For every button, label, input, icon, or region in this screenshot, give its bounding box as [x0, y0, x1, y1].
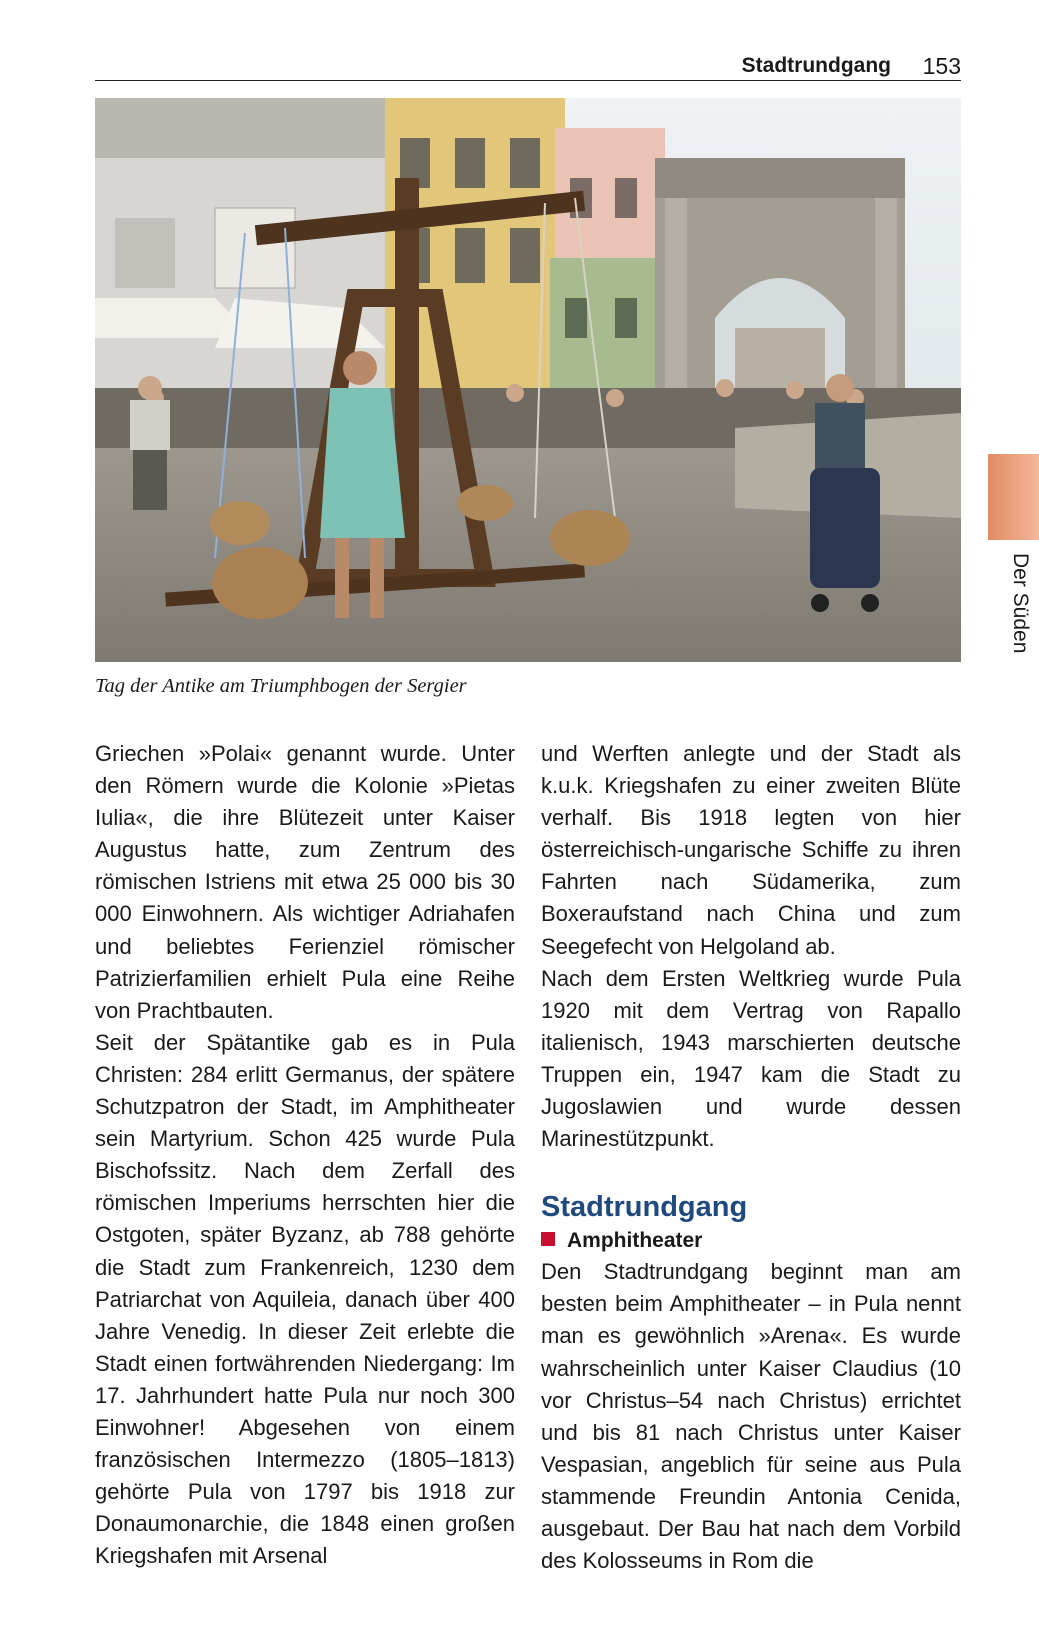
text-column-right [541, 738, 961, 1577]
subheading [541, 1226, 961, 1256]
paragraph: Seit der Spätantike gab es in Pula Christen: 284 erlitt Germanus, der spätere Schutzpatron der Stadt, im Amphitheater sein Martyrium. Schon 425 wurde Pula Bischofssitz. Nach dem Zerfall des römischen Imperiums herrschten hier die Ostgoten, später Byzanz, ab 788 gehörte die Stadt zum Frankenreich, 1230 dem Patriarchat von Aquileia, danach über 400 Jahre Venedig. In dieser Zeit erlebte die Stadt einen fortwährenden Niedergang: Im 17. Jahrhundert hatte Pula nur noch 300 Einwohner! Abgesehen von einem französischen Intermezzo (1805–1813) gehörte Pula von 1797 bis 1918 zur Donaumonarchie, die 1848 einen großen Kriegshafen mit Arsenal [95, 1029, 515, 1569]
photo-illustration [95, 98, 961, 662]
chapter-tab [988, 454, 1039, 540]
paragraph: Griechen »Polai« genannt wurde. Unter den Römern wurde die Kolonie »Pietas Iulia«, die ihre Blütezeit unter Kaiser Augustus hatte, zum Zentrum des römischen Istriens mit etwa 25 000 bis 30 000 Einwohnern. Als wichtiger Adriahafen und beliebtes Ferienziel römischer Patrizierfamilien erhielt Pula eine Reihe von Prachtbauten. [95, 741, 515, 1023]
running-header [95, 50, 961, 81]
running-header-section: Stadtrundgang [741, 54, 891, 77]
figure-caption: Tag der Antike am Triumphbogen der Sergier [95, 675, 467, 697]
paragraph: und Werften anlegte und der Stadt als k.u.k. Kriegshafen zu einer zweiten Blüte verhalf. Bis 1918 legten von hier österreichisch-ungarische Schiffe zu ihren Fahrten nach Südamerika, zum Boxeraufstand nach China und zum Seegefecht von Helgoland ab. [541, 741, 961, 959]
text-column-left [95, 738, 515, 1572]
subheading-label: Amphitheater [567, 1229, 703, 1253]
section-heading: Stadtrundgang [541, 1191, 748, 1224]
photo-triumphal-arch [95, 98, 961, 662]
paragraph: Nach dem Ersten Weltkrieg wurde Pula 1920 mit dem Vertrag von Rapallo italienisch, 1943 marschierten deutsche Truppen ein, 1947 kam die Stadt zu Jugoslawien und wurde dessen Marinestützpunkt. [541, 965, 961, 1152]
square-bullet-icon [541, 1232, 555, 1246]
page-number: 153 [922, 53, 961, 79]
chapter-region-label: Der Süden [1009, 553, 1032, 654]
paragraph: Den Stadtrundgang beginnt man am besten beim Amphitheater – in Pula nennt man es gewöhnlich »Arena«. Es wurde wahrscheinlich unter Kaiser Claudius (10 vor Christus–54 nach Christus) errichtet und bis 81 nach Christus unter Kaiser Vespasian, angeblich für seine aus Pula stammende Freundin Antonia Cenida, ausgebaut. Der Bau hat nach dem Vorbild des Kolosseums in Rom die [541, 1259, 961, 1574]
